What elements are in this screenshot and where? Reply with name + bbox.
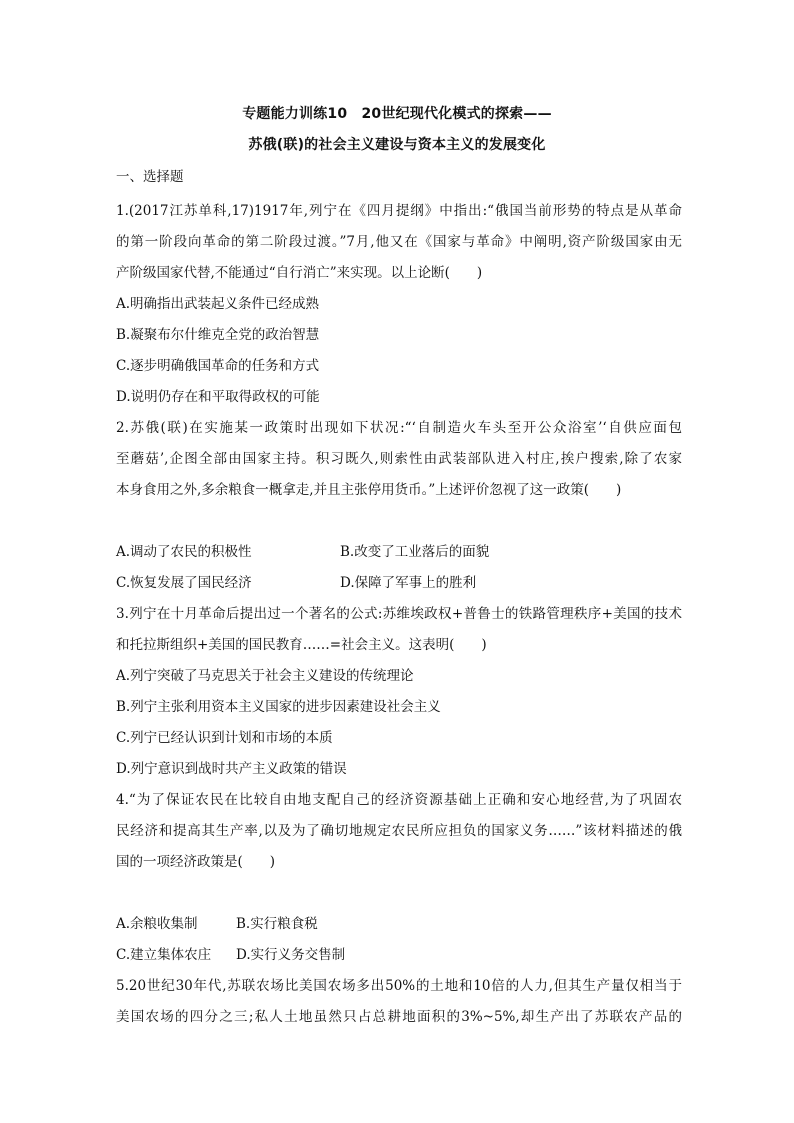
question-2-option-c: C.恢复发展了国民经济 <box>116 575 252 591</box>
question-4-option-a: A.余粮收集制 <box>116 916 198 932</box>
question-1-option-c: C.逐步明确俄国革命的任务和方式 <box>116 358 320 374</box>
blank-line <box>116 506 682 537</box>
question-3-option-b: B.列宁主张利用资本主义国家的进步因素建设社会主义 <box>116 699 441 715</box>
question-2-stem-line: 2.苏俄(联)在实施某一政策时出现如下状况:“‘自制造火车头至开公众浴室’‘自供应面包 <box>116 420 682 436</box>
question-1-option-d: D.说明仍存在和平取得政权的可能 <box>116 389 320 405</box>
page-title-line-2: 苏俄(联)的社会主义建设与资本主义的发展变化 <box>248 137 546 153</box>
question-1-stem-line: 1.(2017江苏单科,17)1917年,列宁在《四月提纲》中指出:“俄国当前形势的特点是从革命 <box>116 203 682 219</box>
question-2-option-a: A.调动了农民的积极性 <box>116 544 252 560</box>
question-2-option-b: B.改变了工业落后的面貌 <box>340 544 490 560</box>
question-1-stem-line: 的第一阶段向革命的第二阶段过渡。”7月,他又在《国家与革命》中阐明,资产阶级国家由无 <box>116 234 682 250</box>
question-list <box>116 196 682 1033</box>
question-3-option-a: A.列宁突破了马克思关于社会主义建设的传统理论 <box>116 668 414 684</box>
question-4-option-c: C.建立集体农庄 <box>116 947 212 963</box>
question-4-options-row <box>116 909 682 940</box>
question-1-option-a: A.明确指出武装起义条件已经成熟 <box>116 296 320 312</box>
question-2-options-row <box>116 568 682 599</box>
section-heading: 一、选择题 <box>116 169 184 185</box>
question-4-stem-line: 国的一项经济政策是( ) <box>116 854 276 870</box>
blank-line <box>116 878 682 909</box>
question-2-stem-line: 至蘑菇’,企图全部由国家主持。积习既久,则索性由武装部队进入村庄,挨户搜索,除了农家 <box>116 451 682 467</box>
question-4-options-row <box>116 940 682 971</box>
question-3-option-d: D.列宁意识到战时共产主义政策的错误 <box>116 761 347 777</box>
question-4-option-b: B.实行粮食税 <box>236 916 318 932</box>
question-3-option-c: C.列宁已经认识到计划和市场的本质 <box>116 730 333 746</box>
page-title-line-1: 专题能力训练10 20世纪现代化模式的探索—— <box>242 106 552 122</box>
question-1-option-b: B.凝聚布尔什维克全党的政治智慧 <box>116 327 320 343</box>
question-2-stem-line: 本身食用之外,多余粮食一概拿走,并且主张停用货币。”上述评价忽视了这一政策( ) <box>116 482 622 498</box>
question-2-options-row <box>116 537 682 568</box>
question-5-stem-line: 美国农场的四分之三;私人土地虽然只占总耕地面积的3%~5%,却生产出了苏联农产品的 <box>116 1009 682 1025</box>
question-3-stem-line: 3.列宁在十月革命后提出过一个著名的公式:苏维埃政权+普鲁士的铁路管理秩序+美国的技术 <box>116 606 682 622</box>
question-5-stem-line: 5.20世纪30年代,苏联农场比美国农场多出50%的土地和10倍的人力,但其生产量仅相当于 <box>116 978 682 994</box>
question-4-option-d: D.实行义务交售制 <box>236 947 346 963</box>
question-4-stem-line: 4.“为了保证农民在比较自由地支配自己的经济资源基础上正确和安心地经营,为了巩固农 <box>116 792 682 808</box>
question-1-stem-line: 产阶级国家代替,不能通过“自行消亡”来实现。以上论断( ) <box>116 265 483 281</box>
question-3-stem-line: 和托拉斯组织+美国的国民教育……=社会主义。这表明( ) <box>116 637 487 653</box>
question-4-stem-line: 民经济和提高其生产率,以及为了确切地规定农民所应担负的国家义务……”该材料描述的俄 <box>116 823 682 839</box>
question-2-option-d: D.保障了军事上的胜利 <box>340 575 477 591</box>
